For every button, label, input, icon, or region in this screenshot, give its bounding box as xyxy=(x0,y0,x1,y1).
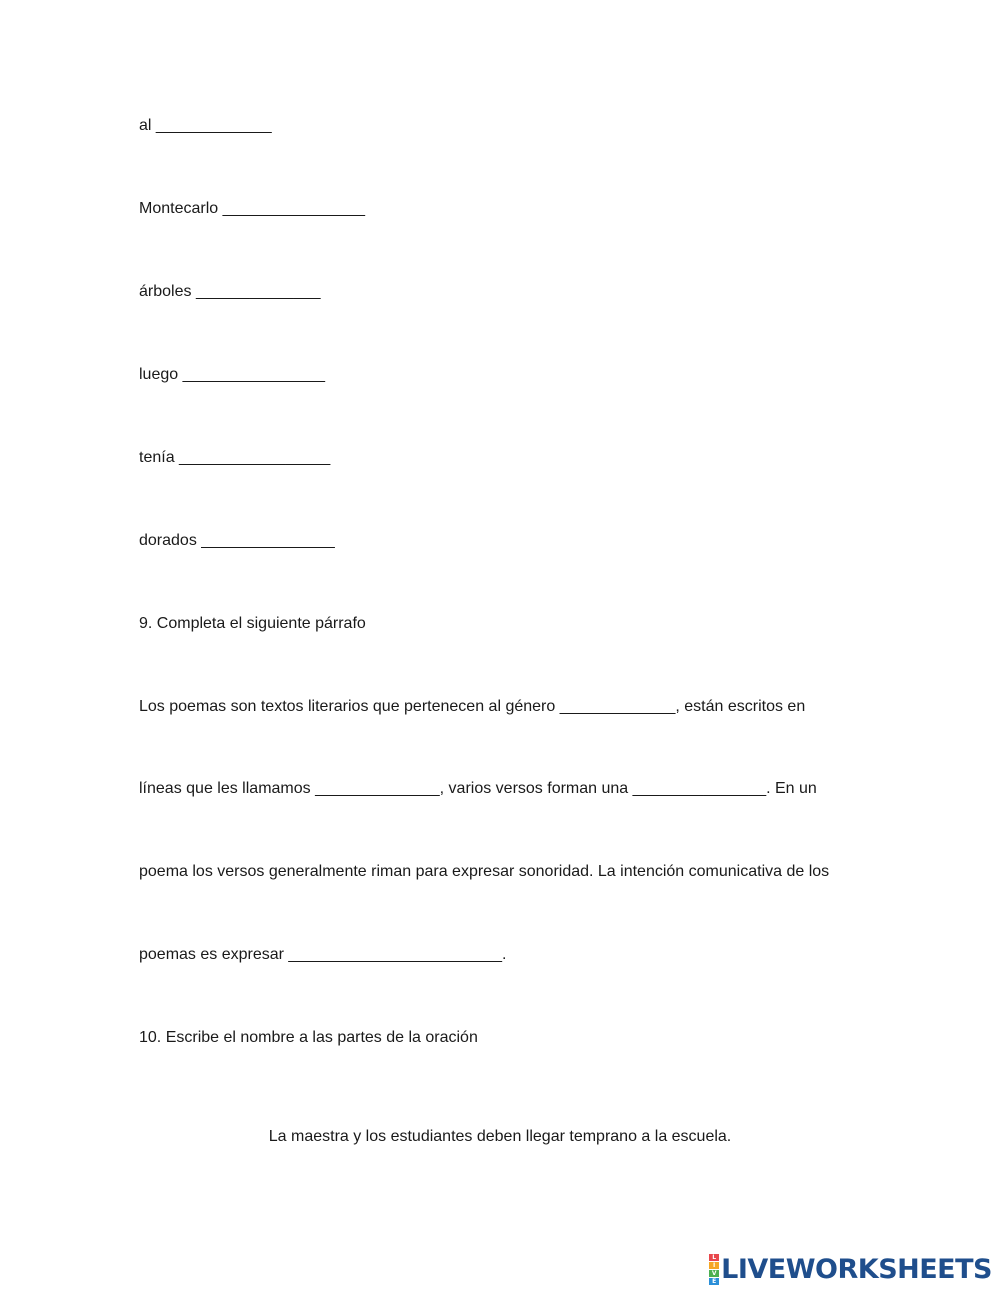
vocab-blank[interactable]: ________________ xyxy=(222,200,365,217)
question-10-title: 10. Escribe el nombre a las partes de la oración xyxy=(139,1029,478,1046)
paragraph-line-4[interactable]: poemas es expresar ________________________. xyxy=(139,946,507,963)
paragraph-line-2[interactable]: líneas que les llamamos ______________, varios versos forman una _______________. En un xyxy=(139,780,817,797)
vocab-word: dorados xyxy=(139,532,197,549)
vocab-line-tenia xyxy=(139,448,330,468)
vocab-word: árboles xyxy=(139,283,192,300)
vocab-line-luego xyxy=(139,365,325,385)
vocab-blank[interactable]: ______________ xyxy=(195,283,321,300)
paragraph-line-1[interactable]: Los poemas son textos literarios que pertenecen al género _____________, están escritos en xyxy=(139,698,806,715)
paragraph-line-3: poema los versos generalmente riman para expresar sonoridad. La intención comunicativa de los xyxy=(139,863,830,880)
example-sentence: La maestra y los estudiantes deben llegar temprano a la escuela. xyxy=(268,1128,732,1145)
vocab-word: Montecarlo xyxy=(139,200,219,217)
vocab-blank[interactable]: _____________ xyxy=(155,117,272,134)
question-9-title: 9. Completa el siguiente párrafo xyxy=(139,615,366,632)
logo-block: E xyxy=(709,1278,719,1285)
logo-block: L xyxy=(709,1254,719,1261)
vocab-line-arboles xyxy=(139,282,321,302)
vocab-word: al xyxy=(139,117,152,134)
logo-blocks-icon xyxy=(709,1254,719,1285)
vocab-blank[interactable]: ________________ xyxy=(182,366,325,383)
vocab-blank[interactable]: _________________ xyxy=(179,449,331,466)
logo-text: LIVEWORKSHEETS xyxy=(721,1253,992,1285)
vocab-word: tenía xyxy=(139,449,175,466)
vocab-line-dorados xyxy=(139,531,335,551)
liveworksheets-logo xyxy=(709,1253,992,1285)
logo-block: I xyxy=(709,1262,719,1269)
vocab-line-al xyxy=(139,116,272,136)
vocab-line-montecarlo xyxy=(139,199,365,219)
logo-block: V xyxy=(709,1270,719,1277)
vocab-word: luego xyxy=(139,366,179,383)
vocab-blank[interactable]: _______________ xyxy=(201,532,335,549)
